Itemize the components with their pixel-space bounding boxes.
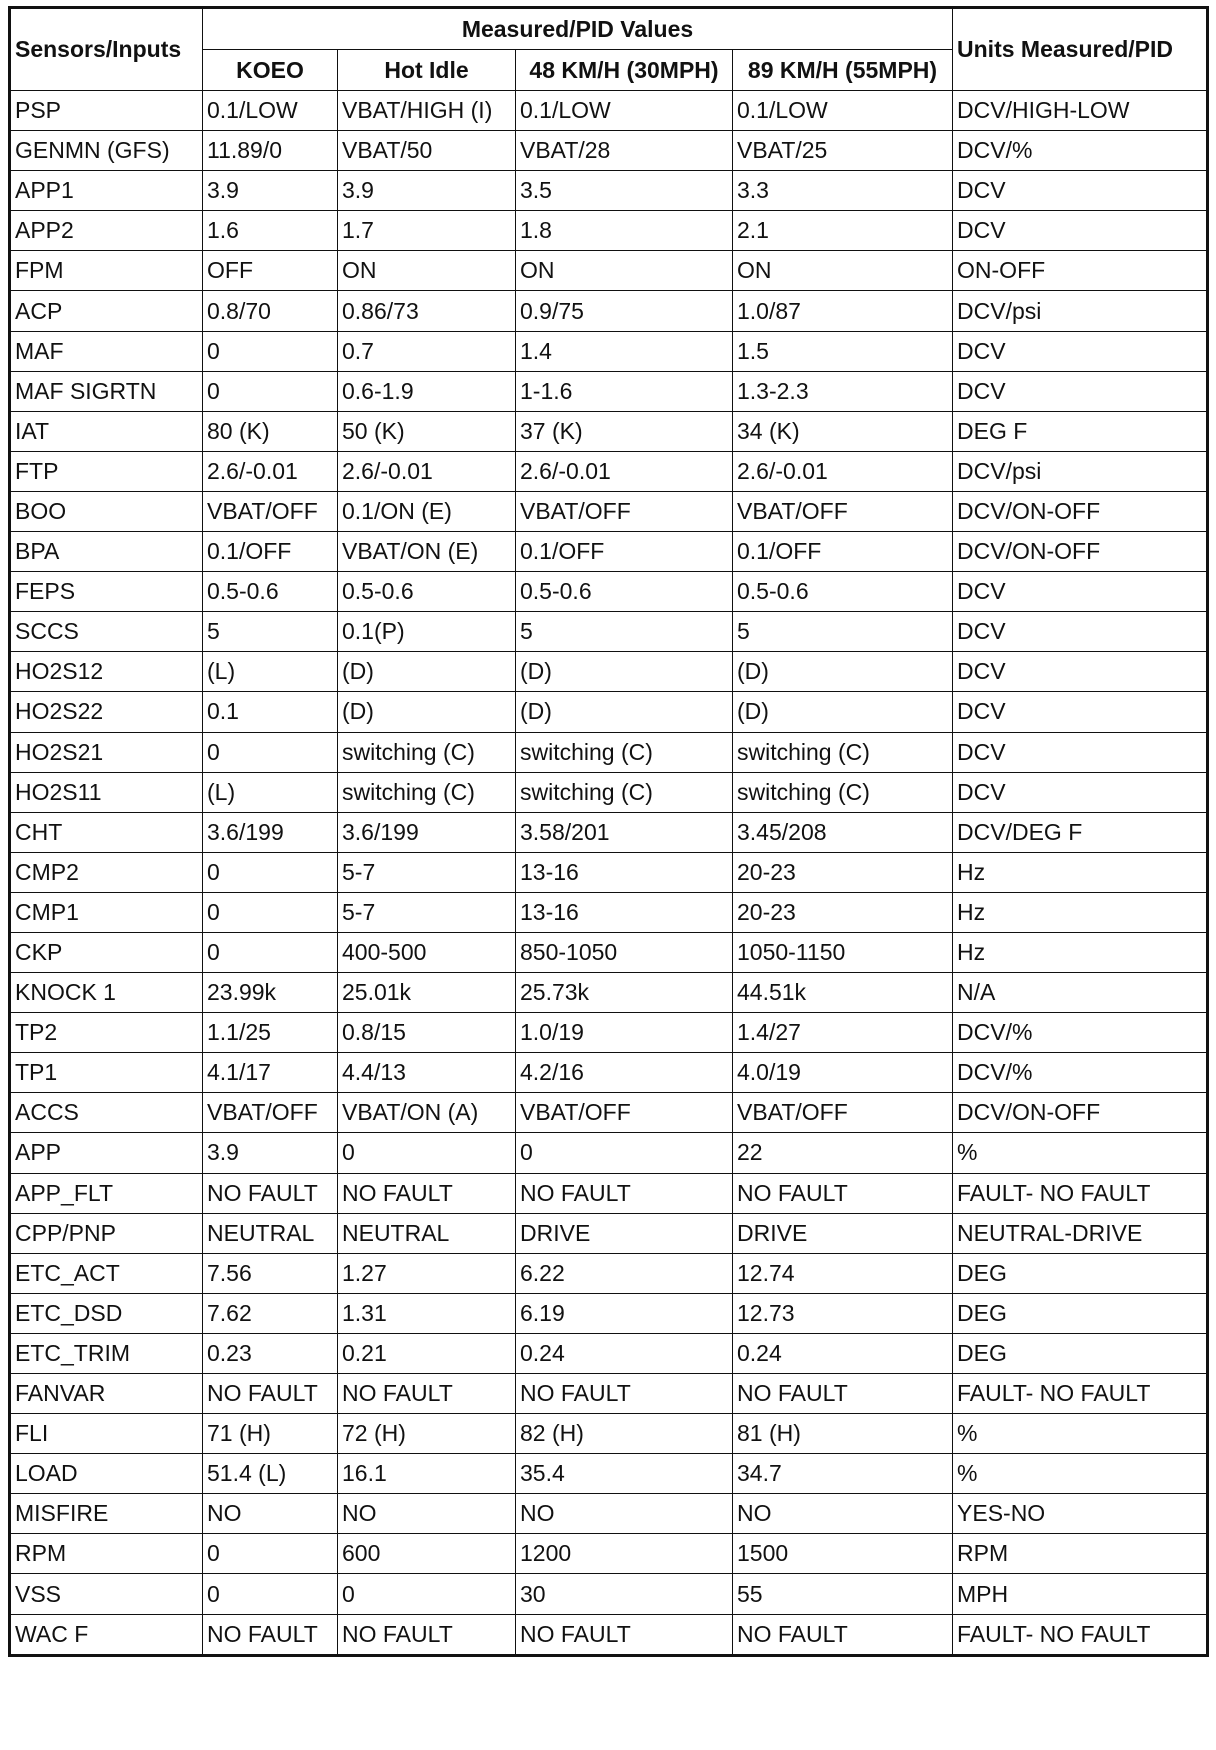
hot-idle-value-cell: 400-500: [338, 932, 516, 972]
speed-30mph-value-cell: 37 (K): [516, 411, 733, 451]
speed-55mph-value-cell: 0.24: [733, 1333, 953, 1373]
speed-30mph-value-cell: 850-1050: [516, 932, 733, 972]
speed-55mph-value-cell: 0.1/OFF: [733, 532, 953, 572]
table-row: [10, 1093, 1208, 1133]
units-cell: DCV: [953, 171, 1208, 211]
speed-55mph-header: 89 KM/H (55MPH): [733, 50, 953, 91]
speed-30mph-value-cell: VBAT/OFF: [516, 491, 733, 531]
koeo-value-cell: 3.9: [203, 171, 338, 211]
units-cell: DCV: [953, 331, 1208, 371]
table-row: [10, 1333, 1208, 1373]
table-row: [10, 532, 1208, 572]
units-cell: DCV: [953, 692, 1208, 732]
speed-55mph-value-cell: VBAT/OFF: [733, 491, 953, 531]
speed-30mph-value-cell: 30: [516, 1574, 733, 1614]
speed-55mph-value-cell: 0.5-0.6: [733, 572, 953, 612]
hot-idle-value-cell: 16.1: [338, 1454, 516, 1494]
sensors-inputs-header: Sensors/Inputs: [10, 8, 203, 91]
table-row: [10, 1574, 1208, 1614]
units-cell: DCV/%: [953, 131, 1208, 171]
sensor-name-cell: RPM: [10, 1534, 203, 1574]
hot-idle-value-cell: VBAT/ON (A): [338, 1093, 516, 1133]
units-cell: FAULT- NO FAULT: [953, 1374, 1208, 1414]
speed-30mph-value-cell: 0.9/75: [516, 291, 733, 331]
hot-idle-value-cell: 3.9: [338, 171, 516, 211]
units-cell: DCV/psi: [953, 451, 1208, 491]
speed-30mph-value-cell: 3.58/201: [516, 812, 733, 852]
sensor-name-cell: MISFIRE: [10, 1494, 203, 1534]
units-cell: ON-OFF: [953, 251, 1208, 291]
koeo-value-cell: 2.6/-0.01: [203, 451, 338, 491]
hot-idle-value-cell: NO: [338, 1494, 516, 1534]
table-row: [10, 652, 1208, 692]
table-row: [10, 91, 1208, 131]
units-cell: DCV/%: [953, 1013, 1208, 1053]
hot-idle-value-cell: NO FAULT: [338, 1173, 516, 1213]
speed-55mph-value-cell: 12.73: [733, 1293, 953, 1333]
hot-idle-value-cell: VBAT/HIGH (I): [338, 91, 516, 131]
sensor-name-cell: APP1: [10, 171, 203, 211]
units-cell: NEUTRAL-DRIVE: [953, 1213, 1208, 1253]
speed-55mph-value-cell: 5: [733, 612, 953, 652]
koeo-value-cell: 0: [203, 1574, 338, 1614]
speed-30mph-value-cell: DRIVE: [516, 1213, 733, 1253]
speed-30mph-value-cell: 2.6/-0.01: [516, 451, 733, 491]
table-row: [10, 491, 1208, 531]
speed-30mph-value-cell: switching (C): [516, 772, 733, 812]
speed-30mph-value-cell: 6.19: [516, 1293, 733, 1333]
units-cell: RPM: [953, 1534, 1208, 1574]
speed-30mph-value-cell: ON: [516, 251, 733, 291]
hot-idle-value-cell: VBAT/ON (E): [338, 532, 516, 572]
koeo-value-cell: 0.1/OFF: [203, 532, 338, 572]
koeo-value-cell: 0.5-0.6: [203, 572, 338, 612]
sensor-name-cell: APP_FLT: [10, 1173, 203, 1213]
table-row: [10, 1013, 1208, 1053]
speed-55mph-value-cell: VBAT/OFF: [733, 1093, 953, 1133]
table-row: [10, 131, 1208, 171]
table-row: [10, 171, 1208, 211]
table-row: [10, 1173, 1208, 1213]
table-row: [10, 1213, 1208, 1253]
units-cell: MPH: [953, 1574, 1208, 1614]
koeo-value-cell: 1.1/25: [203, 1013, 338, 1053]
hot-idle-value-cell: 5-7: [338, 892, 516, 932]
koeo-value-cell: VBAT/OFF: [203, 1093, 338, 1133]
speed-55mph-value-cell: 1.5: [733, 331, 953, 371]
units-cell: %: [953, 1133, 1208, 1173]
sensor-name-cell: GENMN (GFS): [10, 131, 203, 171]
hot-idle-value-cell: 0.7: [338, 331, 516, 371]
speed-30mph-value-cell: 35.4: [516, 1454, 733, 1494]
koeo-value-cell: 51.4 (L): [203, 1454, 338, 1494]
table-row: [10, 371, 1208, 411]
speed-55mph-value-cell: 0.1/LOW: [733, 91, 953, 131]
speed-55mph-value-cell: 55: [733, 1574, 953, 1614]
units-cell: DCV/psi: [953, 291, 1208, 331]
pid-values-table: [8, 6, 1209, 1657]
table-row: [10, 451, 1208, 491]
speed-30mph-value-cell: (D): [516, 692, 733, 732]
hot-idle-value-cell: ON: [338, 251, 516, 291]
hot-idle-value-cell: VBAT/50: [338, 131, 516, 171]
table-row: [10, 1534, 1208, 1574]
units-cell: DCV: [953, 371, 1208, 411]
units-cell: DCV: [953, 612, 1208, 652]
speed-55mph-value-cell: 2.1: [733, 211, 953, 251]
hot-idle-header: Hot Idle: [338, 50, 516, 91]
koeo-value-cell: 4.1/17: [203, 1053, 338, 1093]
measured-pid-values-header: Measured/PID Values: [203, 8, 953, 50]
sensor-name-cell: HO2S21: [10, 732, 203, 772]
sensor-name-cell: CHT: [10, 812, 203, 852]
koeo-value-cell: 0.1: [203, 692, 338, 732]
koeo-value-cell: (L): [203, 772, 338, 812]
sensor-name-cell: FLI: [10, 1414, 203, 1454]
table-row: [10, 291, 1208, 331]
sensor-name-cell: SCCS: [10, 612, 203, 652]
koeo-value-cell: 0: [203, 371, 338, 411]
speed-30mph-value-cell: NO: [516, 1494, 733, 1534]
table-row: [10, 772, 1208, 812]
speed-30mph-value-cell: NO FAULT: [516, 1173, 733, 1213]
speed-30mph-value-cell: (D): [516, 652, 733, 692]
speed-55mph-value-cell: 1.3-2.3: [733, 371, 953, 411]
table-row: [10, 1293, 1208, 1333]
units-cell: FAULT- NO FAULT: [953, 1173, 1208, 1213]
units-cell: DCV: [953, 211, 1208, 251]
speed-55mph-value-cell: 20-23: [733, 892, 953, 932]
koeo-value-cell: 0.23: [203, 1333, 338, 1373]
sensor-name-cell: WAC F: [10, 1614, 203, 1655]
hot-idle-value-cell: 0: [338, 1574, 516, 1614]
units-cell: Hz: [953, 892, 1208, 932]
table-row: [10, 852, 1208, 892]
units-cell: DCV/ON-OFF: [953, 532, 1208, 572]
hot-idle-value-cell: 0.5-0.6: [338, 572, 516, 612]
sensor-name-cell: PSP: [10, 91, 203, 131]
koeo-value-cell: 7.62: [203, 1293, 338, 1333]
hot-idle-value-cell: 600: [338, 1534, 516, 1574]
sensor-name-cell: HO2S11: [10, 772, 203, 812]
units-cell: DCV/DEG F: [953, 812, 1208, 852]
hot-idle-value-cell: switching (C): [338, 772, 516, 812]
speed-55mph-value-cell: VBAT/25: [733, 131, 953, 171]
units-cell: DCV/%: [953, 1053, 1208, 1093]
sensor-name-cell: TP2: [10, 1013, 203, 1053]
speed-55mph-value-cell: NO FAULT: [733, 1614, 953, 1655]
speed-55mph-value-cell: NO FAULT: [733, 1173, 953, 1213]
speed-55mph-value-cell: (D): [733, 652, 953, 692]
hot-idle-value-cell: 0: [338, 1133, 516, 1173]
units-cell: DCV/ON-OFF: [953, 1093, 1208, 1133]
sensor-name-cell: MAF SIGRTN: [10, 371, 203, 411]
sensor-name-cell: TP1: [10, 1053, 203, 1093]
hot-idle-value-cell: 0.6-1.9: [338, 371, 516, 411]
koeo-value-cell: 0: [203, 732, 338, 772]
units-cell: Hz: [953, 932, 1208, 972]
table-row: [10, 1494, 1208, 1534]
speed-55mph-value-cell: (D): [733, 692, 953, 732]
table-row: [10, 1454, 1208, 1494]
speed-55mph-value-cell: 44.51k: [733, 973, 953, 1013]
koeo-value-cell: 0: [203, 331, 338, 371]
units-cell: DCV: [953, 732, 1208, 772]
units-cell: FAULT- NO FAULT: [953, 1614, 1208, 1655]
speed-30mph-value-cell: 82 (H): [516, 1414, 733, 1454]
units-cell: %: [953, 1454, 1208, 1494]
sensor-name-cell: BPA: [10, 532, 203, 572]
speed-55mph-value-cell: 1.4/27: [733, 1013, 953, 1053]
speed-30mph-value-cell: VBAT/28: [516, 131, 733, 171]
speed-30mph-value-cell: VBAT/OFF: [516, 1093, 733, 1133]
sensor-name-cell: FTP: [10, 451, 203, 491]
hot-idle-value-cell: 1.31: [338, 1293, 516, 1333]
hot-idle-value-cell: 4.4/13: [338, 1053, 516, 1093]
units-cell: DCV: [953, 772, 1208, 812]
table-row: [10, 211, 1208, 251]
units-cell: DEG: [953, 1333, 1208, 1373]
speed-30mph-value-cell: 1.0/19: [516, 1013, 733, 1053]
speed-55mph-value-cell: 1500: [733, 1534, 953, 1574]
koeo-value-cell: 5: [203, 612, 338, 652]
sensor-name-cell: CMP2: [10, 852, 203, 892]
table-row: [10, 932, 1208, 972]
table-row: [10, 411, 1208, 451]
hot-idle-value-cell: NO FAULT: [338, 1374, 516, 1414]
hot-idle-value-cell: 0.86/73: [338, 291, 516, 331]
koeo-value-cell: (L): [203, 652, 338, 692]
hot-idle-value-cell: 2.6/-0.01: [338, 451, 516, 491]
table-row: [10, 973, 1208, 1013]
speed-30mph-value-cell: 1200: [516, 1534, 733, 1574]
table-row: [10, 1133, 1208, 1173]
speed-55mph-value-cell: 81 (H): [733, 1414, 953, 1454]
sensor-name-cell: FPM: [10, 251, 203, 291]
sensor-name-cell: LOAD: [10, 1454, 203, 1494]
speed-55mph-value-cell: 34 (K): [733, 411, 953, 451]
sensor-name-cell: ACCS: [10, 1093, 203, 1133]
hot-idle-value-cell: 5-7: [338, 852, 516, 892]
speed-55mph-value-cell: 1050-1150: [733, 932, 953, 972]
units-cell: DEG: [953, 1293, 1208, 1333]
speed-30mph-value-cell: 0.24: [516, 1333, 733, 1373]
units-cell: DCV: [953, 652, 1208, 692]
speed-30mph-value-cell: 1.8: [516, 211, 733, 251]
table-row: [10, 1414, 1208, 1454]
table-row: [10, 1614, 1208, 1655]
sensor-name-cell: CKP: [10, 932, 203, 972]
table-row: [10, 331, 1208, 371]
koeo-value-cell: 0.8/70: [203, 291, 338, 331]
speed-55mph-value-cell: DRIVE: [733, 1213, 953, 1253]
sensor-name-cell: MAF: [10, 331, 203, 371]
speed-55mph-value-cell: NO: [733, 1494, 953, 1534]
table-row: [10, 612, 1208, 652]
speed-55mph-value-cell: 1.0/87: [733, 291, 953, 331]
speed-55mph-value-cell: 3.3: [733, 171, 953, 211]
hot-idle-value-cell: 3.6/199: [338, 812, 516, 852]
table-row: [10, 572, 1208, 612]
koeo-value-cell: NEUTRAL: [203, 1213, 338, 1253]
table-row: [10, 692, 1208, 732]
hot-idle-value-cell: 72 (H): [338, 1414, 516, 1454]
hot-idle-value-cell: 0.1/ON (E): [338, 491, 516, 531]
speed-30mph-value-cell: 3.5: [516, 171, 733, 211]
sensor-name-cell: CMP1: [10, 892, 203, 932]
speed-30mph-header: 48 KM/H (30MPH): [516, 50, 733, 91]
units-cell: N/A: [953, 973, 1208, 1013]
speed-55mph-value-cell: 4.0/19: [733, 1053, 953, 1093]
sensor-name-cell: APP2: [10, 211, 203, 251]
hot-idle-value-cell: 25.01k: [338, 973, 516, 1013]
table-row: [10, 732, 1208, 772]
speed-30mph-value-cell: switching (C): [516, 732, 733, 772]
hot-idle-value-cell: 1.7: [338, 211, 516, 251]
koeo-value-cell: 80 (K): [203, 411, 338, 451]
hot-idle-value-cell: NEUTRAL: [338, 1213, 516, 1253]
sensor-name-cell: ETC_ACT: [10, 1253, 203, 1293]
speed-55mph-value-cell: ON: [733, 251, 953, 291]
koeo-value-cell: NO FAULT: [203, 1173, 338, 1213]
koeo-value-cell: 71 (H): [203, 1414, 338, 1454]
units-cell: DCV/ON-OFF: [953, 491, 1208, 531]
table-body: [10, 91, 1208, 1656]
sensor-name-cell: CPP/PNP: [10, 1213, 203, 1253]
speed-30mph-value-cell: 5: [516, 612, 733, 652]
koeo-value-cell: 11.89/0: [203, 131, 338, 171]
speed-55mph-value-cell: 20-23: [733, 852, 953, 892]
koeo-value-cell: 1.6: [203, 211, 338, 251]
speed-30mph-value-cell: 0: [516, 1133, 733, 1173]
speed-30mph-value-cell: 4.2/16: [516, 1053, 733, 1093]
hot-idle-value-cell: (D): [338, 692, 516, 732]
sensor-name-cell: ETC_DSD: [10, 1293, 203, 1333]
hot-idle-value-cell: switching (C): [338, 732, 516, 772]
units-cell: DCV/HIGH-LOW: [953, 91, 1208, 131]
speed-30mph-value-cell: 13-16: [516, 892, 733, 932]
koeo-value-cell: 7.56: [203, 1253, 338, 1293]
koeo-value-cell: NO: [203, 1494, 338, 1534]
sensor-name-cell: KNOCK 1: [10, 973, 203, 1013]
speed-55mph-value-cell: 2.6/-0.01: [733, 451, 953, 491]
koeo-value-cell: 0: [203, 852, 338, 892]
koeo-value-cell: 0: [203, 932, 338, 972]
speed-30mph-value-cell: 6.22: [516, 1253, 733, 1293]
units-cell: YES-NO: [953, 1494, 1208, 1534]
koeo-value-cell: 23.99k: [203, 973, 338, 1013]
table-row: [10, 1253, 1208, 1293]
hot-idle-value-cell: 0.8/15: [338, 1013, 516, 1053]
koeo-value-cell: OFF: [203, 251, 338, 291]
speed-55mph-value-cell: NO FAULT: [733, 1374, 953, 1414]
koeo-value-cell: VBAT/OFF: [203, 491, 338, 531]
koeo-value-cell: 3.6/199: [203, 812, 338, 852]
speed-30mph-value-cell: 0.5-0.6: [516, 572, 733, 612]
sensor-name-cell: HO2S22: [10, 692, 203, 732]
koeo-value-cell: 0.1/LOW: [203, 91, 338, 131]
speed-30mph-value-cell: 25.73k: [516, 973, 733, 1013]
koeo-value-cell: NO FAULT: [203, 1614, 338, 1655]
sensor-name-cell: HO2S12: [10, 652, 203, 692]
sensor-name-cell: ACP: [10, 291, 203, 331]
table-row: [10, 251, 1208, 291]
speed-55mph-value-cell: 34.7: [733, 1454, 953, 1494]
sensor-name-cell: APP: [10, 1133, 203, 1173]
units-cell: %: [953, 1414, 1208, 1454]
units-cell: DEG F: [953, 411, 1208, 451]
sensor-name-cell: IAT: [10, 411, 203, 451]
koeo-value-cell: NO FAULT: [203, 1374, 338, 1414]
koeo-value-cell: 0: [203, 1534, 338, 1574]
table-row: [10, 892, 1208, 932]
sensor-name-cell: BOO: [10, 491, 203, 531]
table-row: [10, 812, 1208, 852]
hot-idle-value-cell: NO FAULT: [338, 1614, 516, 1655]
speed-55mph-value-cell: 3.45/208: [733, 812, 953, 852]
speed-55mph-value-cell: 12.74: [733, 1253, 953, 1293]
speed-30mph-value-cell: 1.4: [516, 331, 733, 371]
sensor-name-cell: VSS: [10, 1574, 203, 1614]
speed-55mph-value-cell: switching (C): [733, 732, 953, 772]
koeo-header: KOEO: [203, 50, 338, 91]
sensor-name-cell: FEPS: [10, 572, 203, 612]
speed-30mph-value-cell: 1-1.6: [516, 371, 733, 411]
speed-30mph-value-cell: 0.1/OFF: [516, 532, 733, 572]
units-cell: Hz: [953, 852, 1208, 892]
speed-30mph-value-cell: 13-16: [516, 852, 733, 892]
hot-idle-value-cell: 50 (K): [338, 411, 516, 451]
units-cell: DEG: [953, 1253, 1208, 1293]
koeo-value-cell: 0: [203, 892, 338, 932]
sensor-name-cell: ETC_TRIM: [10, 1333, 203, 1373]
hot-idle-value-cell: 0.21: [338, 1333, 516, 1373]
units-measured-header: Units Measured/PID: [953, 8, 1208, 91]
speed-55mph-value-cell: switching (C): [733, 772, 953, 812]
sensor-name-cell: FANVAR: [10, 1374, 203, 1414]
hot-idle-value-cell: 0.1(P): [338, 612, 516, 652]
speed-30mph-value-cell: NO FAULT: [516, 1374, 733, 1414]
hot-idle-value-cell: 1.27: [338, 1253, 516, 1293]
table-header: [10, 8, 1208, 91]
speed-30mph-value-cell: NO FAULT: [516, 1614, 733, 1655]
table-row: [10, 1374, 1208, 1414]
units-cell: DCV: [953, 572, 1208, 612]
speed-30mph-value-cell: 0.1/LOW: [516, 91, 733, 131]
speed-55mph-value-cell: 22: [733, 1133, 953, 1173]
table-row: [10, 1053, 1208, 1093]
hot-idle-value-cell: (D): [338, 652, 516, 692]
koeo-value-cell: 3.9: [203, 1133, 338, 1173]
